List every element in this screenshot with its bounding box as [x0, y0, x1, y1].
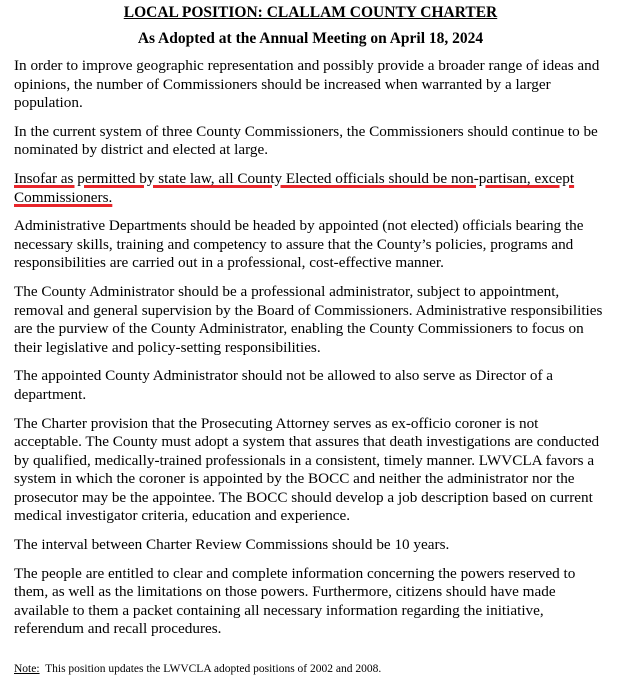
paragraph-administrator-director: The appointed County Administrator should not be allowed to also serve as Director of a department.: [14, 367, 554, 403]
footnote-label: Note:: [14, 663, 40, 675]
paragraph-non-partisan: [14, 170, 604, 207]
paragraph-commissioner-count: In order to improve geographic representation and possibly provide a broader range of ideas and opinions, the number of Commissioners should be increased when warranted by a larger population.: [14, 57, 600, 112]
paragraph-coroner: The Charter provision that the Prosecuting Attorney serves as ex-officio coroner is not acceptable. The County must adopt a system that assures that death investigations are conducted by qualified, medically-trained professionals in a consistent, timely manner. LWVCLA favors a system in which the coroner is appointed by the BOCC and neither the administrator nor the prosecutor may be the appointee. The BOCC should develop a job description based on current medical investigator criteria, education and experience.: [14, 414, 600, 525]
page-subtitle: As Adopted at the Annual Meeting on April 18, 2024: [137, 30, 484, 47]
paragraph-information-rights: The people are entitled to clear and complete information concerning the powers reserved to them, as well as the limitations on those powers. Furthermore, citizens should have made available to them a packet containing all necessary information regarding the initiative, referendum and recall procedures.: [14, 564, 576, 638]
footnote: [14, 662, 381, 676]
document-page: [0, 3, 621, 680]
highlighted-non-partisan-text: Insofar as permitted by state law, all County Elected officials should be non-partisan, except Commissioners.: [14, 169, 575, 206]
paragraph-administrative-departments: Administrative Departments should be headed by appointed (not elected) officials bearing the necessary skills, training and competency to assure that the County’s policies, programs and responsibilities are carried out in a professional, cost-effective manner.: [14, 217, 584, 272]
paragraph-county-administrator: The County Administrator should be a professional administrator, subject to appointment, removal and general supervision by the Board of Commissioners. Administrative responsibilities are the purview of the County Administrator, enabling the County Commissioners to focus on their legislative and policy-setting responsibilities.: [14, 282, 603, 356]
paragraph-commissioner-nomination: In the current system of three County Commissioners, the Commissioners should continue to be nominated by district and elected at large.: [14, 122, 598, 159]
page-title: LOCAL POSITION: CLALLAM COUNTY CHARTER: [123, 4, 498, 21]
paragraph-review-interval: The interval between Charter Review Commissions should be 10 years.: [14, 536, 450, 554]
footnote-text: This position updates the LWVCLA adopted positions of 2002 and 2008.: [39, 663, 382, 675]
